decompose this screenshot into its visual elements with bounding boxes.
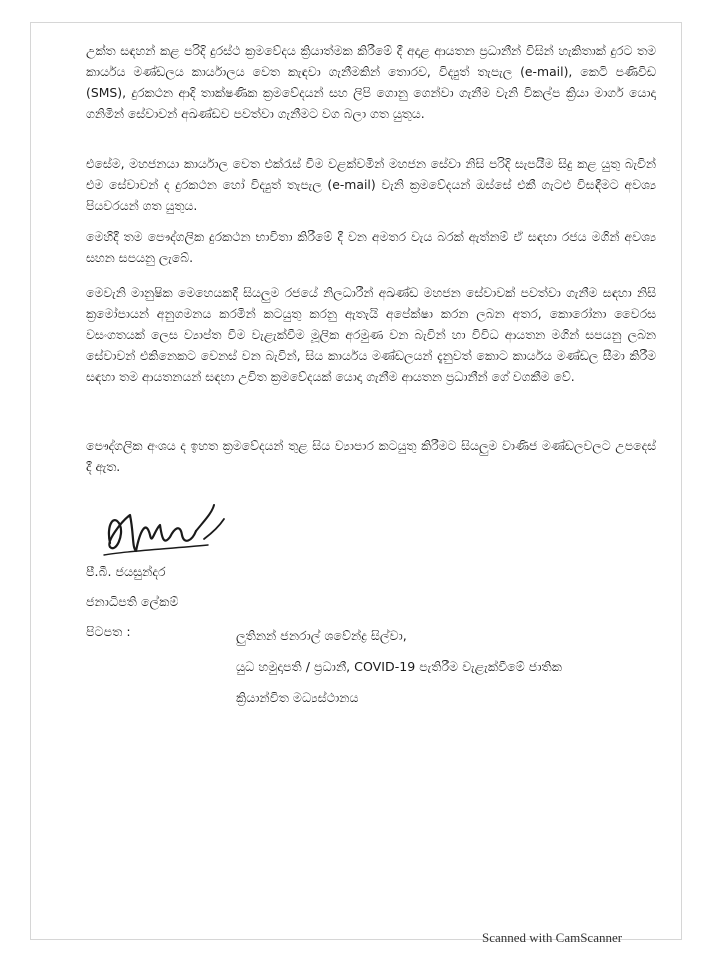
cc-line-2: යුධ හමුදාපති / ප්‍රධානී, COVID-19 පැතිරීම වැළැක්වීමේ ජාතික [236, 659, 562, 674]
cc-line-3: ක්‍රියාන්විත මධ්‍යස්ථානය [236, 690, 359, 705]
cc-label: පිටපත : [86, 624, 131, 639]
scanner-watermark: Scanned with CamScanner [482, 930, 623, 945]
cc-recipient [236, 620, 676, 713]
signer-name: පී.බී. ජයසුන්දර [86, 564, 166, 579]
body-paragraph-4: මෙවැනි මානුෂික මෙහෙයකදී සියලුම රජයේ නිලධාරීන් අඛණ්ඩ මහජන සේවාවක් පවත්වා ගැනීම සඳහා නිසි ක්‍රමෝපායන් අනුගමනය කරමින් කටයුතු කරනු ඇතැයි අපේක්ෂා කරන ලබන අතර, කොරෝනා වෛරස වසංගතයක් ලෙස ව්‍යාප්ත වීම වැළැක්වීම මූලික අරමුණ වන බැවින් හා විවිධ ආයතන මගින් සපයනු ලබන සේවාවන් එකිනෙකට වෙනස් වන බැවින්, සිය කාර්යය මණ්ඩලයන් දැනුවත් කොට කාර්යය මණ්ඩල සීමා කිරීම සඳහා තම ආයතනයන් සඳහා උචිත ක්‍රමවේදයක් යොදා ගැනීම ආයතන ප්‍රධානීන් ගේ වගකීම වේ. [86, 285, 656, 384]
signer-title: ජනාධිපති ලේකම් [86, 594, 179, 609]
handwritten-signature [96, 495, 236, 563]
cc-line-1: ලුතිනන් ජනරාල් ශවේන්ද්‍ර සිල්වා, [236, 628, 407, 643]
body-paragraph-1: උක්ත සඳහන් කළ පරිදි දුරස්ථ ක්‍රමවේදය ක්‍රියාත්මක කිරීමේ දී අදාළ ආයතන ප්‍රධානීන් විසින් හැකිතාක් දුරට තම කාර්යය මණ්ඩලය කාර්යාලය වෙත කැඳවා ගැනීමකින් තොරව, විද්‍යුත් තැපැල (e-mail), කෙටි පණිවිඩ (SMS), දුරකථන ආදි තාක්ෂණික ක්‍රමවේදයන් සහ ලිපි ගොනු ගෙන්වා ගැනීම වැනි විකල්ප ක්‍රියා මාර්ග යොදා ගනිමින් සේවාවන් අඛණ්ඩව පවත්වා ගැනීමට වග බලා ගත යුතුය. [86, 43, 656, 121]
body-paragraph-5: පෞද්ගලික අංශය ද ඉහත ක්‍රමවේදයන් තුළ සිය ව්‍යාපාර කටයුතු කිරීමට සියලුම වාණිජ මණ්ඩලවලට උපදෙස් දී ඇත. [86, 438, 656, 474]
body-paragraph-2: එසේම, මහජනයා කාර්යාල වෙත එක්රැස් වීම වළක්වමින් මහජන සේවා නිසි පරිදි සැපයීම සිදු කළ යුතු බැවින් එම සේවාවන් ද දුරකථන හෝ විද්‍යුත් තැපැල (e-mail) වැනි ක්‍රමවේදයන් ඔස්සේ එකී ගැටළු විසඳීමට අවශ්‍ය පියවරයන් ගත යුතුය. [86, 156, 656, 213]
body-paragraph-3: මෙහිදී තම පෞද්ගලික දුරකථන භාවිතා කිරීමේ දී වන අමතර වැය බරක් ඇත්නම් ඒ සඳහා රජය මගින් අවශ්‍ය සහන සපයනු ලැබේ. [86, 229, 656, 265]
